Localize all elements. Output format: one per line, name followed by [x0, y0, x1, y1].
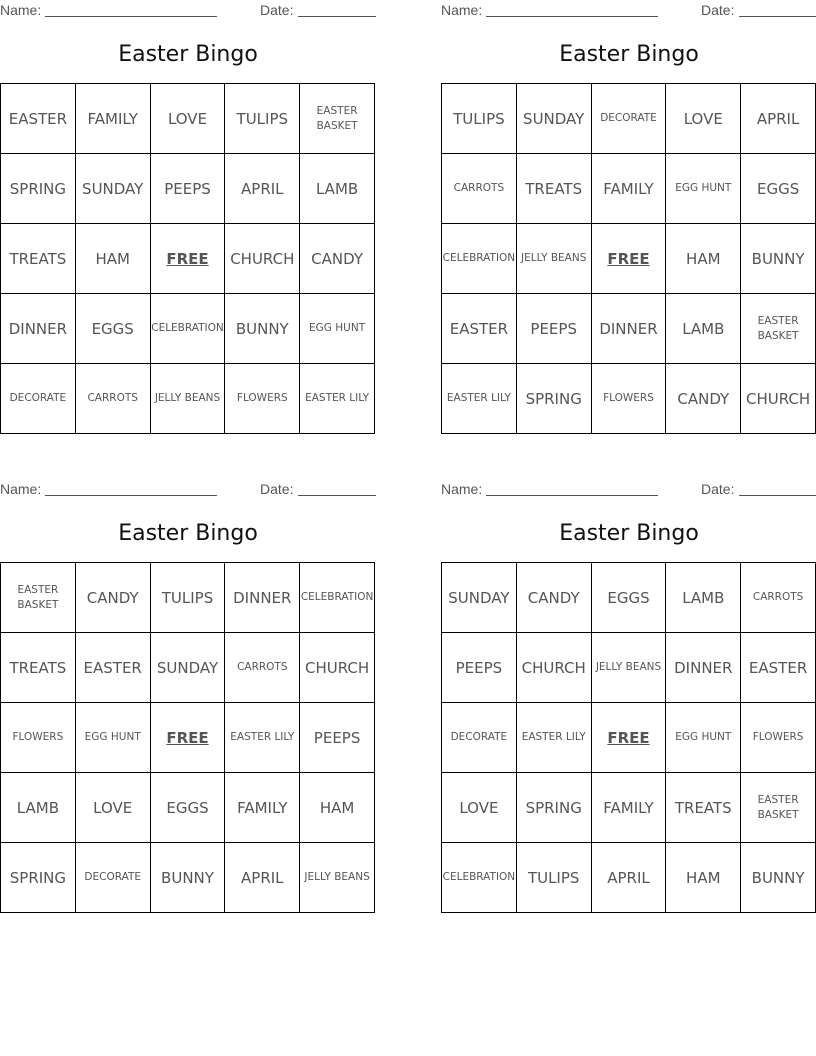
name-date-header — [0, 2, 376, 20]
bingo-cell[interactable]: DINNER — [225, 563, 300, 633]
bingo-cell[interactable]: HAM — [666, 843, 741, 913]
bingo-cell[interactable]: FLOWERS — [592, 364, 667, 434]
bingo-cell[interactable]: CHURCH — [741, 364, 816, 434]
bingo-cell[interactable]: EGG HUNT — [666, 703, 741, 773]
bingo-cell[interactable]: CARROTS — [741, 563, 816, 633]
bingo-cell[interactable]: FLOWERS — [741, 703, 816, 773]
bingo-cell[interactable]: CANDY — [76, 563, 151, 633]
bingo-grid — [441, 83, 816, 434]
bingo-cell[interactable]: FAMILY — [225, 773, 300, 843]
bingo-cell[interactable]: BUNNY — [151, 843, 226, 913]
bingo-cell[interactable]: EASTER LILY — [517, 703, 592, 773]
bingo-cell[interactable]: HAM — [76, 224, 151, 294]
bingo-cell[interactable]: DECORATE — [442, 703, 517, 773]
bingo-cell[interactable]: SPRING — [1, 843, 76, 913]
bingo-cell[interactable]: CELEBRATION — [300, 563, 375, 633]
bingo-cell[interactable]: FAMILY — [76, 84, 151, 154]
name-label: Name: — [441, 2, 483, 18]
bingo-cell[interactable]: LOVE — [442, 773, 517, 843]
date-label: Date: — [260, 2, 294, 18]
free-space-cell[interactable]: FREE — [592, 224, 667, 294]
name-date-header — [441, 2, 816, 20]
date-blank-line[interactable] — [739, 16, 816, 17]
bingo-cell[interactable]: EASTER BASKET — [741, 773, 816, 843]
bingo-grid — [0, 562, 375, 913]
bingo-cell[interactable]: EASTER BASKET — [300, 84, 375, 154]
bingo-cell[interactable]: APRIL — [225, 154, 300, 224]
bingo-cell[interactable]: SUNDAY — [151, 633, 226, 703]
name-blank-line[interactable] — [45, 495, 217, 496]
bingo-cell[interactable]: CHURCH — [517, 633, 592, 703]
bingo-cell[interactable]: CARROTS — [225, 633, 300, 703]
bingo-cell[interactable]: CHURCH — [300, 633, 375, 703]
bingo-cell[interactable]: EGG HUNT — [666, 154, 741, 224]
bingo-grid — [441, 562, 816, 913]
bingo-cell[interactable]: JELLY BEANS — [300, 843, 375, 913]
free-space-cell[interactable]: FREE — [151, 703, 226, 773]
bingo-cell[interactable]: EGGS — [741, 154, 816, 224]
bingo-cell[interactable]: LAMB — [300, 154, 375, 224]
bingo-cell[interactable]: LAMB — [666, 563, 741, 633]
date-blank-line[interactable] — [298, 16, 376, 17]
bingo-cell[interactable]: DECORATE — [1, 364, 76, 434]
bingo-cell[interactable]: CELEBRATION — [151, 294, 226, 364]
bingo-cell[interactable]: LOVE — [666, 84, 741, 154]
bingo-cell[interactable]: EGGS — [76, 294, 151, 364]
bingo-cell[interactable]: TULIPS — [225, 84, 300, 154]
bingo-cell[interactable]: FLOWERS — [225, 364, 300, 434]
bingo-cell[interactable]: SPRING — [517, 364, 592, 434]
bingo-cell[interactable]: EASTER LILY — [225, 703, 300, 773]
bingo-cell[interactable]: BUNNY — [225, 294, 300, 364]
bingo-cell[interactable]: DINNER — [592, 294, 667, 364]
date-label: Date: — [701, 2, 735, 18]
bingo-cell[interactable]: LOVE — [151, 84, 226, 154]
date-label: Date: — [260, 481, 294, 497]
bingo-grid — [0, 83, 375, 434]
bingo-cell[interactable]: LAMB — [666, 294, 741, 364]
bingo-cell[interactable]: EGG HUNT — [76, 703, 151, 773]
bingo-cell[interactable]: EGG HUNT — [300, 294, 375, 364]
bingo-cell[interactable]: DINNER — [666, 633, 741, 703]
bingo-cell[interactable]: PEEPS — [442, 633, 517, 703]
name-label: Name: — [0, 2, 42, 18]
bingo-cell[interactable]: CANDY — [300, 224, 375, 294]
bingo-cell[interactable]: FLOWERS — [1, 703, 76, 773]
bingo-cell[interactable]: SUNDAY — [442, 563, 517, 633]
bingo-card — [441, 479, 816, 914]
bingo-cell[interactable]: CANDY — [666, 364, 741, 434]
bingo-cell[interactable]: HAM — [300, 773, 375, 843]
bingo-cell[interactable]: JELLY BEANS — [151, 364, 226, 434]
bingo-cell[interactable]: EGGS — [592, 563, 667, 633]
card-title: Easter Bingo — [118, 42, 258, 67]
name-blank-line[interactable] — [45, 16, 217, 17]
bingo-cell[interactable]: TULIPS — [442, 84, 517, 154]
name-label: Name: — [0, 481, 42, 497]
bingo-cell[interactable]: TREATS — [1, 224, 76, 294]
name-blank-line[interactable] — [486, 16, 658, 17]
bingo-cell[interactable]: TREATS — [666, 773, 741, 843]
bingo-cell[interactable]: JELLY BEANS — [517, 224, 592, 294]
bingo-cell[interactable]: HAM — [666, 224, 741, 294]
bingo-cell[interactable]: EASTER BASKET — [741, 294, 816, 364]
date-blank-line[interactable] — [298, 495, 376, 496]
bingo-cell[interactable]: PEEPS — [517, 294, 592, 364]
name-date-header — [441, 481, 816, 499]
bingo-cell[interactable]: EASTER BASKET — [1, 563, 76, 633]
bingo-card — [0, 0, 376, 435]
date-blank-line[interactable] — [739, 495, 816, 496]
bingo-cell[interactable]: DECORATE — [76, 843, 151, 913]
name-date-header — [0, 481, 376, 499]
card-title: Easter Bingo — [559, 42, 699, 67]
free-space-cell[interactable]: FREE — [151, 224, 226, 294]
bingo-cell[interactable]: CELEBRATION — [442, 843, 517, 913]
bingo-cell[interactable]: EASTER LILY — [442, 364, 517, 434]
bingo-cell[interactable]: JELLY BEANS — [592, 633, 667, 703]
bingo-cell[interactable]: TULIPS — [517, 843, 592, 913]
bingo-cell[interactable]: EGGS — [151, 773, 226, 843]
date-label: Date: — [701, 481, 735, 497]
bingo-cell[interactable]: CARROTS — [442, 154, 517, 224]
bingo-cell[interactable]: FAMILY — [592, 154, 667, 224]
bingo-card — [0, 479, 376, 914]
bingo-cell[interactable]: SPRING — [1, 154, 76, 224]
bingo-cell[interactable]: EASTER — [76, 633, 151, 703]
bingo-cell[interactable]: APRIL — [592, 843, 667, 913]
bingo-cell[interactable]: APRIL — [225, 843, 300, 913]
bingo-cell[interactable]: BUNNY — [741, 843, 816, 913]
bingo-cell[interactable]: CELEBRATION — [442, 224, 517, 294]
name-blank-line[interactable] — [486, 495, 658, 496]
bingo-cell[interactable]: DINNER — [1, 294, 76, 364]
bingo-cell[interactable]: TREATS — [517, 154, 592, 224]
card-title: Easter Bingo — [118, 521, 258, 546]
name-label: Name: — [441, 481, 483, 497]
bingo-cell[interactable]: PEEPS — [151, 154, 226, 224]
bingo-cell[interactable]: SUNDAY — [517, 84, 592, 154]
bingo-cell[interactable]: EASTER — [1, 84, 76, 154]
card-title: Easter Bingo — [559, 521, 699, 546]
bingo-cell[interactable]: EASTER — [741, 633, 816, 703]
bingo-cell[interactable]: BUNNY — [741, 224, 816, 294]
bingo-cell[interactable]: CANDY — [517, 563, 592, 633]
bingo-cell[interactable]: SPRING — [517, 773, 592, 843]
bingo-cell[interactable]: CHURCH — [225, 224, 300, 294]
bingo-cell[interactable]: CARROTS — [76, 364, 151, 434]
bingo-cell[interactable]: LAMB — [1, 773, 76, 843]
bingo-cell[interactable]: TULIPS — [151, 563, 226, 633]
bingo-cell[interactable]: FAMILY — [592, 773, 667, 843]
bingo-cell[interactable]: LOVE — [76, 773, 151, 843]
bingo-cell[interactable]: APRIL — [741, 84, 816, 154]
bingo-cell[interactable]: TREATS — [1, 633, 76, 703]
bingo-cell[interactable]: DECORATE — [592, 84, 667, 154]
free-space-cell[interactable]: FREE — [592, 703, 667, 773]
bingo-cell[interactable]: EASTER — [442, 294, 517, 364]
bingo-cell[interactable]: EASTER LILY — [300, 364, 375, 434]
bingo-cell[interactable]: PEEPS — [300, 703, 375, 773]
bingo-card — [441, 0, 816, 435]
bingo-cell[interactable]: SUNDAY — [76, 154, 151, 224]
